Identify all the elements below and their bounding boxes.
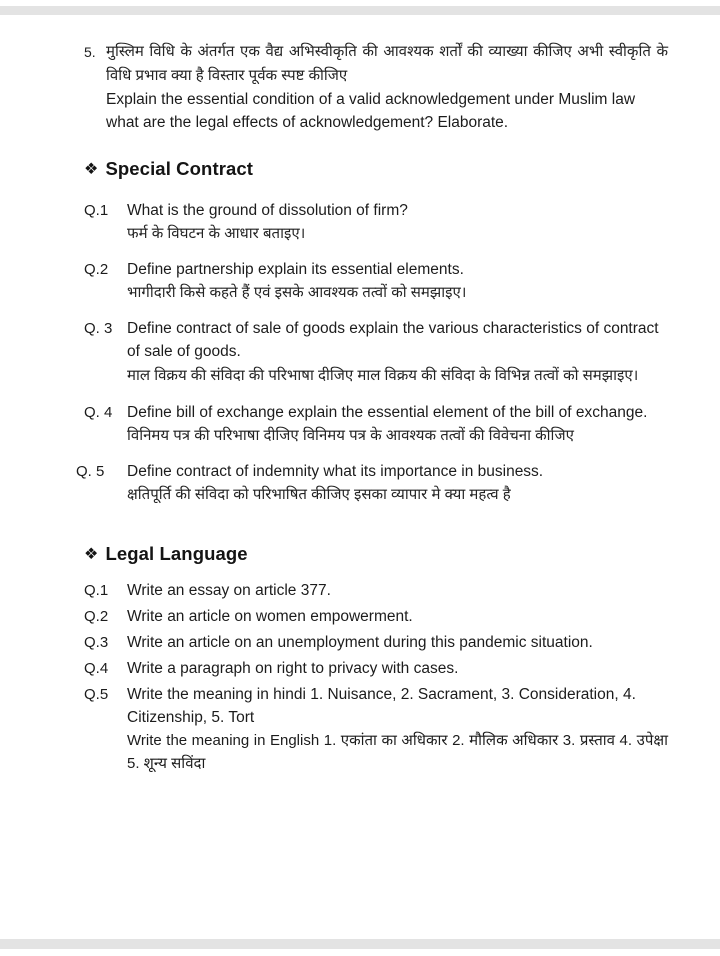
special-contract-question-list (76, 199, 668, 507)
question-row (84, 605, 668, 628)
question-label: Q. 3 (84, 320, 113, 337)
section-heading-legal-language (84, 543, 668, 565)
question-label: Q. 4 (84, 404, 113, 421)
document-page (76, 40, 668, 778)
question-body (127, 631, 668, 654)
question-body (127, 317, 668, 389)
question-row (84, 258, 668, 305)
question-text-hindi: फर्म के विघटन के आधार बताइए। (127, 225, 306, 242)
question-row (84, 579, 668, 602)
question-row (84, 199, 668, 246)
question-label: Q.1 (84, 582, 109, 599)
question-text-english: Write an article on women empowerment. (127, 608, 413, 625)
diamond-bullet-icon: ❖ (84, 161, 99, 178)
diamond-bullet-icon: ❖ (84, 546, 99, 563)
question-body (127, 579, 668, 602)
section-heading-special-contract (84, 158, 668, 180)
question-body (127, 683, 668, 775)
question-text-english: Write a paragraph on right to privacy with cases. (127, 660, 459, 677)
question-item-5 (84, 40, 668, 134)
question-label: Q.5 (84, 686, 109, 703)
question-body (127, 401, 668, 448)
section-title: Legal Language (105, 543, 248, 564)
question-text-english: What is the ground of dissolution of firm? (127, 202, 408, 219)
question-row (84, 631, 668, 654)
question-text-english: Write the meaning in hindi 1. Nuisance, 2. Sacrament, 3. Consideration, 4. Citizenship, 5. Tort (127, 686, 636, 726)
question-text-hindi: क्षतिपूर्ति की संविदा को परिभाषित कीजिए इसका व्यापार मे क्या महत्व है (127, 486, 511, 503)
question-label: Q.2 (84, 608, 109, 625)
question-text-english: Define bill of exchange explain the essential element of the bill of exchange. (127, 404, 648, 421)
question-row (84, 317, 668, 389)
question-text-hindi: भागीदारी किसे कहते हैं एवं इसके आवश्यक तत्वों को समझाइए। (127, 284, 467, 301)
question-text-hindi: मुस्लिम विधि के अंतर्गत एक वैद्य अभिस्वीकृति की आवश्यक शर्तों की व्याख्या कीजिए अभी स्वीकृति के विधि प्रभाव क्या है विस्तार पूर्वक स्पष्ट कीजिए (106, 43, 668, 84)
question-text-english: Write an essay on article 377. (127, 582, 331, 599)
question-text-english: Explain the essential condition of a valid acknowledgement under Muslim law what are the legal effects of acknowledgement? Elaborate. (106, 91, 636, 131)
question-body (127, 199, 668, 246)
question-label: Q.4 (84, 660, 109, 677)
question-text-english: Define partnership explain its essential elements. (127, 261, 464, 278)
question-text-block (106, 40, 668, 134)
question-text-english: Define contract of sale of goods explain the various characteristics of contract of sale of goods. (127, 320, 659, 360)
question-text-hindi: माल विक्रय की संविदा की परिभाषा दीजिए माल विक्रय की संविदा के विभिन्न तत्वों को समझाइए। (127, 367, 639, 384)
question-body (127, 605, 668, 628)
page-bottom-edge-shadow (0, 939, 720, 949)
question-body (127, 657, 668, 680)
page-top-edge-shadow (0, 6, 720, 15)
question-body (127, 460, 668, 507)
question-text-english: Define contract of indemnity what its importance in business. (127, 463, 544, 480)
question-text-english-hindi-mixed: Write the meaning in English 1. एकांता का अधिकार 2. मौलिक अधिकार 3. प्रस्ताव 4. उपेक्षा 5. शून्य सविंदा (127, 732, 668, 772)
question-text-hindi: विनिमय पत्र की परिभाषा दीजिए विनिमय पत्र के आवश्यक तत्वों की विवेचना कीजिए (127, 427, 574, 444)
question-label: Q.2 (84, 261, 109, 278)
question-label: Q.1 (84, 202, 109, 219)
question-text-english: Write an article on an unemployment during this pandemic situation. (127, 634, 593, 651)
question-row (84, 683, 668, 775)
section-title: Special Contract (105, 158, 254, 179)
legal-language-question-list (84, 579, 668, 775)
question-row (76, 460, 668, 507)
question-row (84, 401, 668, 448)
question-number: 5. (84, 44, 96, 60)
question-label: Q.3 (84, 634, 109, 651)
question-row (84, 657, 668, 680)
question-body (127, 258, 668, 305)
question-label: Q. 5 (76, 463, 105, 480)
